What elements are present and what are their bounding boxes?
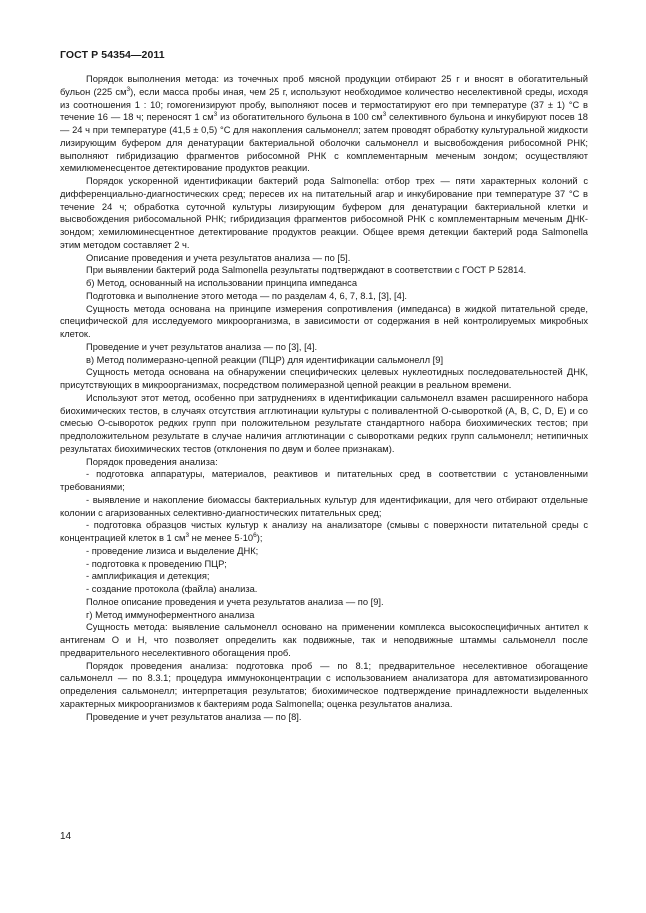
paragraph: Сущность метода основана на принципе измерения сопротивления (импеданса) в жидкой питательной среде, специфической для исследуемого микроорганизма, в зависимости от содержания в ней контролируемых микробных клеток. [60, 303, 588, 339]
section-heading-elisa: г) Метод иммуноферментного анализа [86, 609, 255, 620]
section-heading-pcr: в) Метод полимеразно-цепной реакции (ПЦР) для идентификации сальмонелл [9] [86, 354, 444, 365]
paragraph: Используют этот метод, особенно при затруднениях в идентификации сальмонелл взамен расширенного набора биохимических тестов, в случаях отсутствия агглютинации культуры с поливалентной О-сывороткой (А, В, С, D, Е) и со смесью О-сывороток редких групп при положительном результате стандартного набора биохимических тестов; при предположительном результате в случае наличия агглютинации с сыворотками редких групп сальмонелл; нетипичных результатах биохимических тестов (отклонения по двум и более признакам). [60, 392, 588, 454]
paragraph: Проведение и учет результатов анализа — по [3], [4]. [86, 341, 318, 352]
paragraph-method-procedure: Порядок выполнения метода: из точечных проб мясной продукции отбирают 25 г и вносят в обогатительный бульон (225 $см^3$), если масса пробы иная, чем 25 г, используют необходимое количество неселективной среды, исходя из соотношения 1 : 10; гомогенизируют пробу, выполняют посев и термостатируют его при температуре (37 ± 1) °С в течение 16 — 18 ч; переносят 1 $см^3$ из обогатительного бульона в 100 $см^3$ селективного бульона и инкубируют посев 18 — 24 ч при температуре (41,5 ± 0,5) °С для накопления сальмонелл; затем проводят обработку культуральной жидкости лизирующим буфером для денатурации бактериальной оболочки сальмонелл и высвобождения рибосомной РНК; выполняют гибридизацию фрагментов рибосомной РНК с комплементарным меченым зондом; осуществляют хемилюменесцентое детектирование продуктов реакции. [60, 74, 589, 174]
paragraph: Сущность метода: выявление сальмонелл основано на применении комплекса высокоспецифичных антител к антигенам О и Н, что позволяет определить как подвижные, так и неподвижные штаммы сальмонелл после предварительного неселективного обогащения проб. [60, 622, 588, 658]
list-item: - подготовка аппаратуры, материалов, реактивов и питательных сред в соответствии с установленными требованиями; [60, 469, 588, 492]
list-item: - подготовка образцов чистых культур к анализу на анализаторе (смывы с поверхности питательной среды с концентрацией клеток в 1 $см^3$ не менее $5\cdot 10^6$); [60, 520, 588, 543]
paragraph: Подготовка и выполнение этого метода — по разделам 4, 6, 7, 8.1, [3], [4]. [86, 290, 408, 301]
document-id-header: ГОСТ Р 54354—2011 [60, 49, 165, 61]
paragraph: Проведение и учет результатов анализа — по [8]. [86, 711, 302, 722]
paragraph: Описание проведения и учета результатов анализа — по [5]. [86, 252, 351, 263]
list-item: - амплификация и детекция; [86, 571, 210, 582]
paragraph: Порядок проведения анализа: [86, 456, 218, 467]
paragraph-rapid-identification: Порядок ускоренной идентификации бактерий рода Salmonella: отбор трех — пяти характерных колоний с дифференциально-диагностических сред; пересев их на питательный агар и инкубирование при температуре 37 °С в течение 24 ч; обработка суточной культуры лизирующим буфером для денатурации бактериальной клетки и высвобождения рибосомальной РНК; гибридизация фрагментов рибосомной РНК с комплементарным меченым ДНК-зондом; хемилюминесцентное детектирование продуктов реакции. Общее время детекции бактерий рода Salmonella этим методом составляет 2 ч. [60, 176, 588, 250]
page-number: 14 [60, 831, 72, 842]
list-item: - выявление и накопление биомассы бактериальных культур для идентификации, для чего отбирают отдельные колонии с агаризованных селективно-диагностических питательных сред; [60, 494, 588, 518]
list-item: - подготовка к проведению ПЦР; [86, 558, 227, 569]
list-item: - проведение лизиса и выделение ДНК; [86, 545, 259, 556]
paragraph: Полное описание проведения и учета результатов анализа — по [9]. [86, 596, 384, 607]
paragraph: Порядок проведения анализа: подготовка проб — по 8.1; предварительное неселективное обогащение сальмонелл — по 8.3.1; процедура иммуноконцентрации с использованием анализатора для автоматизированного определения сальмонелл; интерпретация результатов; биохимическое подтверждение принадлежности выделенных характерных микроорганизмов к бактериям рода Salmonella; оценка результатов анализа. [60, 660, 588, 709]
section-heading-impedance: б) Метод, основанный на использовании принципа импеданса [86, 278, 358, 288]
document-body [60, 73, 588, 723]
paragraph: Сущность метода основана на обнаружении специфических целевых нуклеотидных последовательностей ДНК, присутствующих в микроорганизмах, посредством полимеразной цепной реакции в реальном времени. [60, 367, 588, 390]
paragraph: При выявлении бактерий рода Salmonella результаты подтверждают в соответствии с ГОСТ Р 52814. [86, 265, 527, 276]
list-item: - создание протокола (файла) анализа. [86, 584, 258, 594]
